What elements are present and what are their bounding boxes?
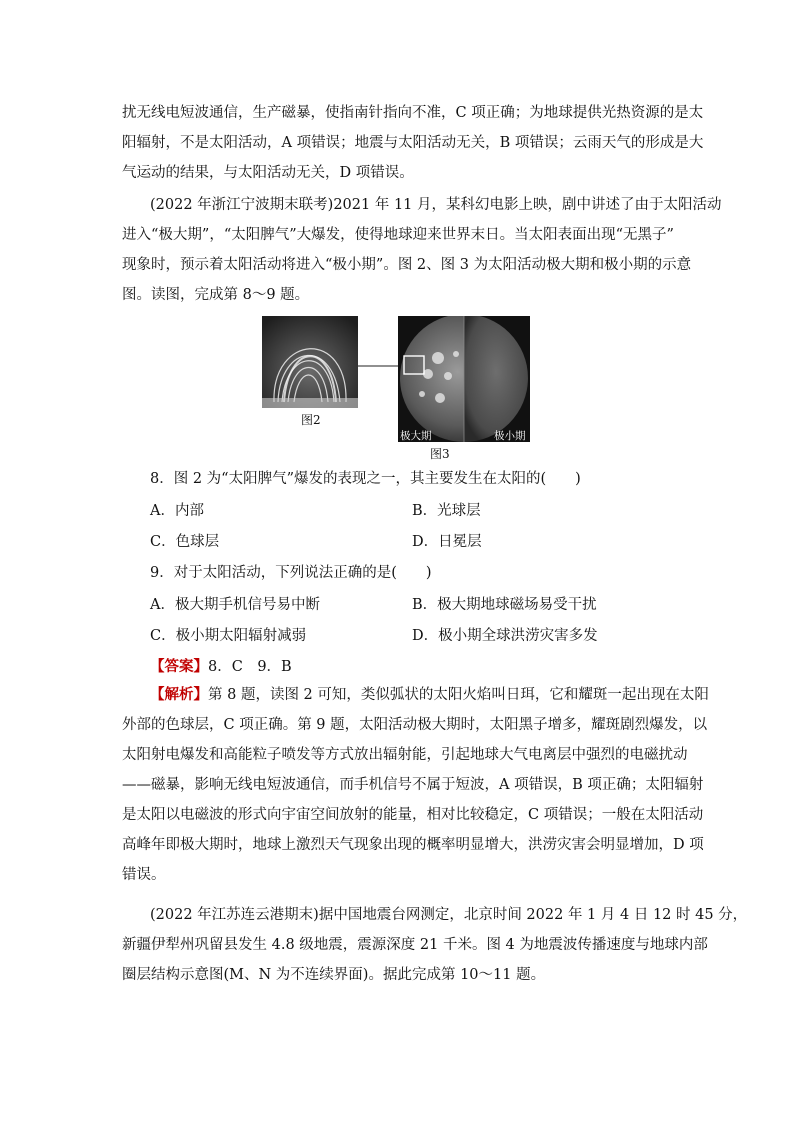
- question-8-option-a: A．内部: [150, 503, 204, 519]
- analysis-paragraph: [122, 680, 709, 890]
- text-line: 外部的色球层，C 项正确。第 9 题，太阳活动极大期时，太阳黑子增多，耀斑剧烈爆发，以: [122, 717, 708, 733]
- text-line: 错误。: [122, 867, 166, 883]
- text-line: 图。读图，完成第 8～9 题。: [122, 287, 310, 303]
- text-line: 气运动的结果，与太阳活动无关，D 项错误。: [122, 165, 414, 181]
- question-9-stem: 9．对于太阳活动，下列说法正确的是( ): [150, 565, 432, 581]
- answer-tag: 【答案】: [150, 658, 208, 675]
- text-line: 是太阳以电磁波的形式向宇宙空间放射的能量，相对比较稳定，C 项错误；一般在太阳活动: [122, 807, 704, 823]
- analysis-tag: 【解析】: [150, 686, 208, 703]
- text-line: 阳辐射，不是太阳活动，A 项错误；地震与太阳活动无关，B 项错误；云雨天气的形成是大: [122, 135, 704, 151]
- question-9-option-d: D．极小期全球洪涝灾害多发: [412, 628, 598, 644]
- text-line: 太阳射电爆发和高能粒子喷发等方式放出辐射能，引起地球大气电离层中强烈的电磁扰动: [122, 747, 688, 763]
- text-line: 扰无线电短波通信，生产磁暴，使指南针指向不准，C 项正确；为地球提供光热资源的是太: [122, 105, 704, 121]
- text-line: 新疆伊犁州巩留县发生 4.8 级地震，震源深度 21 千米。图 4 为地震波传播速度与地球内部: [122, 937, 708, 953]
- min-period-label: 极小期: [494, 430, 526, 442]
- figure-2-prominence-image: [262, 316, 358, 408]
- max-period-label: 极大期: [400, 430, 432, 442]
- text-line: (2022 年浙江宁波期末联考)2021 年 11 月，某科幻电影上映，剧中讲述了由于太阳活动: [150, 197, 722, 213]
- text-line: 进入“极大期”，“太阳脾气”大爆发，使得地球迎来世界末日。当太阳表面出现“无黑子”: [122, 227, 674, 243]
- question-intro-paragraph-2: [122, 900, 748, 990]
- question-9-option-c: C．极小期太阳辐射减弱: [150, 628, 307, 644]
- question-8-option-b: B．光球层: [412, 503, 481, 519]
- text-line: (2022 年江苏连云港期末)据中国地震台网测定，北京时间 2022 年 1 月 4 日 12 时 45 分，: [150, 907, 748, 923]
- question-9-option-b: B．极大期地球磁场易受干扰: [412, 597, 597, 613]
- answer-text: 8．C 9．B: [208, 659, 292, 675]
- figure-3-sun-image: [398, 314, 534, 444]
- question-8-stem: 8．图 2 为“太阳脾气”爆发的表现之一，其主要发生在太阳的( ): [150, 471, 581, 487]
- text-line: ——磁暴，影响无线电短波通信，而手机信号不属于短波，A 项错误，B 项正确；太阳辐射: [122, 777, 704, 793]
- text-line: 圈层结构示意图(M、N 为不连续界面)。据此完成第 10～11 题。: [122, 967, 546, 983]
- question-intro-paragraph: [122, 190, 722, 310]
- answer-line: [150, 655, 292, 676]
- question-8-option-d: D．日冕层: [412, 534, 482, 550]
- text-line: 现象时，预示着太阳活动将进入“极小期”。图 2、图 3 为太阳活动极大期和极小期的示意: [122, 257, 692, 273]
- question-9-option-a: A．极大期手机信号易中断: [150, 597, 320, 613]
- figure-3-caption: 图3: [430, 447, 450, 461]
- analysis-first-line: 【解析】第 8 题，读图 2 可知，类似弧状的太阳火焰叫日珥，它和耀斑一起出现在太阳: [150, 686, 709, 703]
- explanation-paragraph-1: [122, 98, 704, 188]
- question-8-option-c: C．色球层: [150, 534, 220, 550]
- text-line: 高峰年即极大期时，地球上激烈天气现象出现的概率明显增大，洪涝灾害会明显增加，D 项: [122, 837, 704, 853]
- figure-2-caption: 图2: [301, 413, 321, 427]
